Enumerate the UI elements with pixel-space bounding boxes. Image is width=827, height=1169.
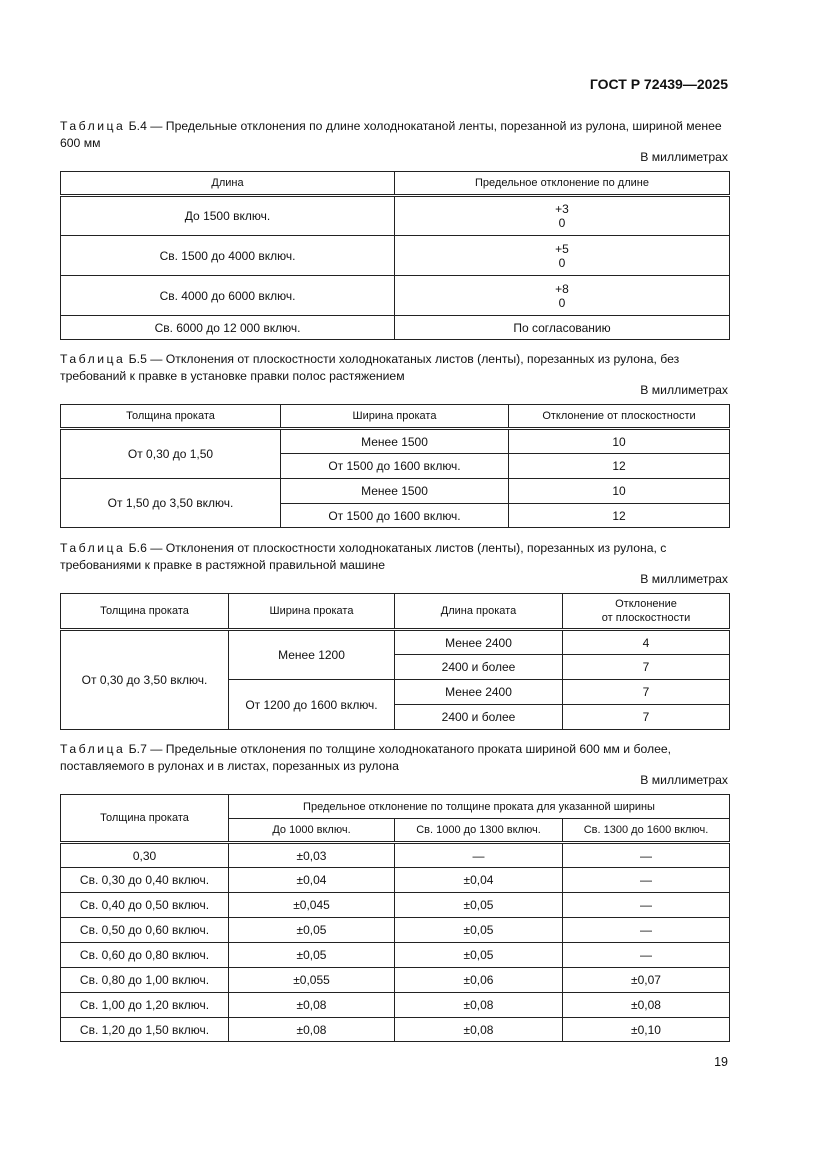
table-cell: Менее 2400 [395, 680, 563, 705]
table-cell: — [563, 868, 730, 893]
table-cell: ±0,05 [395, 918, 563, 943]
caption-label: Таблица [60, 742, 126, 756]
caption-text: Б.7 — Предельные отклонения по толщине холоднокатаного проката шириной 600 мм и более, поставляемого в рулонах и в листах, порезанных из рулона [60, 742, 672, 773]
header-row [61, 795, 730, 819]
units-note: В миллиметрах [640, 150, 728, 164]
table-cell: 12 [509, 504, 730, 528]
column-header: Длина проката [395, 594, 563, 630]
document-code: ГОСТ Р 72439—2025 [589, 76, 728, 92]
table-cell: ±0,06 [395, 968, 563, 993]
table-caption-b4 [60, 118, 728, 152]
table-cell: ±0,10 [563, 1018, 730, 1042]
table-cell: Св. 0,30 до 0,40 включ. [61, 868, 229, 893]
caption-text: Б.5 — Отклонения от плоскостности холоднокатаных листов (ленты), порезанных из рулона, без требований к правке в установке правки полос растяжением [60, 352, 680, 383]
table-cell: 7 [563, 705, 730, 730]
table-caption-b7 [60, 741, 728, 775]
table-cell: Св. 0,80 до 1,00 включ. [61, 968, 229, 993]
table-cell: — [395, 843, 563, 868]
table-b4 [60, 171, 730, 340]
table-cell: Св. 4000 до 6000 включ. [61, 276, 395, 316]
table-row [61, 429, 730, 454]
table-cell: Св. 0,60 до 0,80 включ. [61, 943, 229, 968]
table-cell: +5 0 [395, 236, 730, 276]
table-cell: 10 [509, 429, 730, 454]
table-row [61, 993, 730, 1018]
table-cell: 7 [563, 680, 730, 705]
header-row [61, 405, 730, 429]
table-cell: ±0,04 [229, 868, 395, 893]
table-cell: Св. 1500 до 4000 включ. [61, 236, 395, 276]
table-cell: От 1500 до 1600 включ. [281, 454, 509, 479]
column-header: Ширина проката [281, 405, 509, 429]
column-header: Толщина проката [61, 594, 229, 630]
table-cell: 10 [509, 479, 730, 504]
table-b5 [60, 404, 730, 528]
table-cell: ±0,08 [395, 1018, 563, 1042]
table-cell: От 1500 до 1600 включ. [281, 504, 509, 528]
units-note: В миллиметрах [640, 773, 728, 787]
table-cell: От 0,30 до 3,50 включ. [61, 630, 229, 730]
table-row [61, 1018, 730, 1042]
column-header: Отклонение от плоскостности [563, 594, 730, 630]
table-cell: От 1,50 до 3,50 включ. [61, 479, 281, 528]
table-cell: Св. 0,50 до 0,60 включ. [61, 918, 229, 943]
column-header: До 1000 включ. [229, 819, 395, 843]
table-cell: Св. 6000 до 12 000 включ. [61, 316, 395, 340]
table-cell: 7 [563, 655, 730, 680]
table-cell: 2400 и более [395, 705, 563, 730]
table-cell: ±0,05 [229, 943, 395, 968]
table-cell: ±0,08 [563, 993, 730, 1018]
table-cell: ±0,05 [395, 893, 563, 918]
table-cell: Менее 1200 [229, 630, 395, 680]
table-b6 [60, 593, 730, 730]
table-cell: — [563, 843, 730, 868]
column-header: Отклонение от плоскостности [509, 405, 730, 429]
header-row [61, 172, 730, 196]
header-row [61, 594, 730, 630]
page-number: 19 [714, 1055, 728, 1069]
table-cell: 0,30 [61, 843, 229, 868]
table-row [61, 968, 730, 993]
table-row [61, 316, 730, 340]
table-cell: — [563, 893, 730, 918]
table-cell: ±0,04 [395, 868, 563, 893]
table-cell: ±0,08 [229, 993, 395, 1018]
table-cell: 12 [509, 454, 730, 479]
table-row [61, 479, 730, 504]
table-cell: — [563, 918, 730, 943]
table-cell: До 1500 включ. [61, 196, 395, 236]
table-row [61, 918, 730, 943]
table-cell: +3 0 [395, 196, 730, 236]
table-row [61, 893, 730, 918]
table-cell: ±0,08 [229, 1018, 395, 1042]
table-row [61, 868, 730, 893]
table-cell: Менее 2400 [395, 630, 563, 655]
table-cell: Св. 0,40 до 0,50 включ. [61, 893, 229, 918]
table-cell: Менее 1500 [281, 479, 509, 504]
caption-label: Таблица [60, 541, 126, 555]
table-cell: 2400 и более [395, 655, 563, 680]
column-header: Толщина проката [61, 405, 281, 429]
table-caption-b5 [60, 351, 728, 385]
column-header: Предельное отклонение по толщине проката для указанной ширины [229, 795, 730, 819]
table-row [61, 843, 730, 868]
table-cell: ±0,05 [229, 918, 395, 943]
units-note: В миллиметрах [640, 572, 728, 586]
table-cell: Св. 1,00 до 1,20 включ. [61, 993, 229, 1018]
table-cell: ±0,05 [395, 943, 563, 968]
table-cell: 4 [563, 630, 730, 655]
units-note: В миллиметрах [640, 383, 728, 397]
table-row [61, 196, 730, 236]
column-header: Толщина проката [61, 795, 229, 843]
column-header: Св. 1000 до 1300 включ. [395, 819, 563, 843]
table-cell: Св. 1,20 до 1,50 включ. [61, 1018, 229, 1042]
caption-label: Таблица [60, 119, 126, 133]
table-cell: ±0,07 [563, 968, 730, 993]
column-header: Предельное отклонение по длине [395, 172, 730, 196]
caption-text: Б.4 — Предельные отклонения по длине холоднокатаной ленты, порезанной из рулона, шириной менее 600 мм [60, 119, 722, 150]
table-cell: ±0,045 [229, 893, 395, 918]
column-header: Св. 1300 до 1600 включ. [563, 819, 730, 843]
table-caption-b6 [60, 540, 728, 574]
table-cell: От 0,30 до 1,50 [61, 429, 281, 479]
table-cell: ±0,08 [395, 993, 563, 1018]
caption-text: Б.6 — Отклонения от плоскостности холоднокатаных листов (ленты), порезанных из рулона, с требованиями к правке в растяжной правильной машине [60, 541, 667, 572]
table-cell: Менее 1500 [281, 429, 509, 454]
table-cell: ±0,03 [229, 843, 395, 868]
table-cell: +8 0 [395, 276, 730, 316]
column-header: Длина [61, 172, 395, 196]
table-row [61, 943, 730, 968]
caption-label: Таблица [60, 352, 126, 366]
table-cell: От 1200 до 1600 включ. [229, 680, 395, 730]
table-row [61, 276, 730, 316]
column-header: Ширина проката [229, 594, 395, 630]
table-row [61, 630, 730, 655]
table-row [61, 236, 730, 276]
table-cell: ±0,055 [229, 968, 395, 993]
table-cell: — [563, 943, 730, 968]
table-b7 [60, 794, 730, 1042]
table-cell: По согласованию [395, 316, 730, 340]
